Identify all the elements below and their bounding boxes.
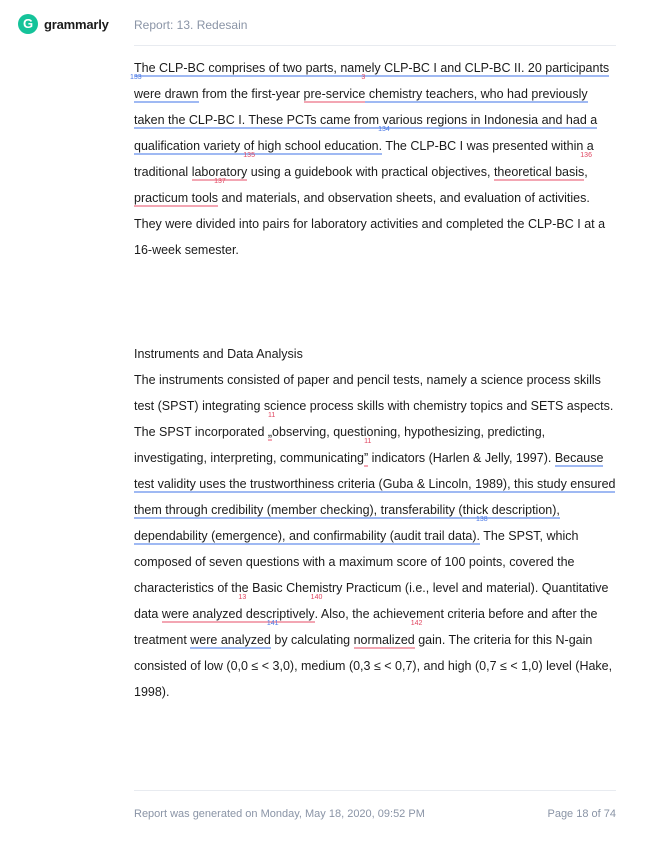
body-text: and materials, and observation sheets, and evaluation of activities. They were divided into pairs for laboratory activities and completed the CLP-BC I at a 16-week semester. — [134, 191, 606, 257]
red-underlined-text: practicum tools — [134, 191, 219, 205]
body-text: gain. The criteria for this N-gain consisted of low (0,0 ≤ < 3,0), medium (0,3 ≤ < 0,7), and high (0,7 ≤ < 1,0) level (Hake, 1998). — [134, 633, 613, 699]
body-text: indicators (Harlen & Jelly, 1997). — [368, 451, 555, 465]
red-underlined-text: descriptively — [242, 607, 315, 621]
blue-underlined-text: were drawn — [134, 87, 199, 101]
body-text: The SPST, which composed of seven questions with a maximum score of 100 points, covered the characteristics of the Basic Chemistry Practicum (i.e., level and material). Quantitative data — [134, 529, 609, 621]
body-text: The instruments consisted of paper and pencil tests, namely a science process skills test (SPST) integrating science process skills with chemistry topics and SETS aspects. The SPST incorporated — [134, 373, 614, 439]
body-text: , — [584, 165, 588, 179]
blue-underlined-text: chemistry teachers, who had previously taken the CLP-BC I. These PCTs came from various regions in Indonesia and had a qualification variety of high school education. — [134, 87, 598, 153]
red-underlined-text: theoretical basis — [493, 165, 585, 179]
section-heading: Instruments and Data Analysis — [134, 347, 303, 361]
red-underlined-text: laboratory — [191, 165, 248, 179]
header-divider — [134, 45, 616, 46]
spacer — [134, 263, 620, 341]
red-underlined-text: pre-service — [303, 87, 366, 101]
paragraph-participants: The CLP-BC comprises of two parts, namely CLP-BC I and CLP-BC II. 20 participants 133 were drawn from the first-year pre-service 3 chemistry teachers, who had previously taken the CLP-BC I. These PCTs came from various regions in Indonesia and had a qualification variety of high school education. 134 The CLP-BC I was presented within a traditional laboratory 135 using a guidebook with practical objectives, theoretical basis 136 , practicum tools 137 and materials, and observation sheets, and evaluation of activities. They were divided into pairs for laboratory activities and completed the CLP-BC I at a 16-week semester. — [130, 61, 610, 257]
red-underlined-text: normalized — [353, 633, 415, 647]
blue-underlined-text: were analyzed — [190, 633, 271, 647]
body-text: . Also, the achievement criteria before and after the treatment — [134, 607, 598, 647]
report-title: Report: 13. Redesain — [134, 18, 248, 32]
body-text: The CLP-BC I was presented within a traditional — [134, 139, 594, 179]
blue-underlined-text: The CLP-BC comprises of two parts, namely CLP-BC I and CLP-BC II. 20 participants — [134, 61, 610, 75]
grammarly-logo — [18, 14, 109, 34]
blue-underlined-text: Because test validity uses the trustworthiness criteria (Guba & Lincoln, 1989), this study ensured them through credibility (member checking), transferability (thick description), dependability (emergence), and confirmability (audit trail data). — [134, 451, 616, 543]
report-generated-date: Report was generated on Monday, May 18, 2020, 09:52 PM — [134, 808, 425, 820]
body-text: from the first-year — [198, 87, 304, 101]
red-underlined-text: „ — [267, 425, 273, 439]
body-text: observing, questioning, hypothesizing, predicting, investigating, interpreting, communicating — [134, 425, 546, 465]
red-underlined-text: ” — [363, 451, 369, 465]
grammarly-g-icon: G — [18, 14, 38, 34]
footer-divider — [134, 790, 616, 791]
document-body — [130, 55, 620, 705]
report-header — [0, 0, 650, 46]
red-underlined-text: were analyzed — [161, 607, 243, 621]
page-number: Page 18 of 74 — [547, 808, 616, 820]
body-text: using a guidebook with practical objectives, — [247, 165, 494, 179]
body-text: by calculating — [270, 633, 354, 647]
logo-wordmark: grammarly — [44, 16, 109, 32]
paragraph-instruments: The instruments consisted of paper and pencil tests, namely a science process skills test (SPST) integrating science process skills with chemistry topics and SETS aspects. The SPST incorporated „ 11 observing, questioning, hypothesizing, predicting, investigating, interpreting, communicating” 11 indicators (Harlen & Jelly, 1997). Because test validity uses the trustworthiness criteria (Guba & Lincoln, 1989), this study ensured them through credibility (member checking), transferability (thick description), dependability (emergence), and confirmability (audit trail data). 138 The SPST, which composed of seven questions with a maximum score of 100 points, covered the characteristics of the Basic Chemistry Practicum (i.e., level and material). Quantitative data were analyzed 13 descriptively 140 . Also, the achievement criteria before and after the treatment were analyzed 141 by calculating normalized 142 gain. The criteria for this N-gain consisted of low (0,0 ≤ < 3,0), medium (0,3 ≤ < 0,7), and high (0,7 ≤ < 1,0) level (Hake, 1998). — [134, 373, 616, 699]
